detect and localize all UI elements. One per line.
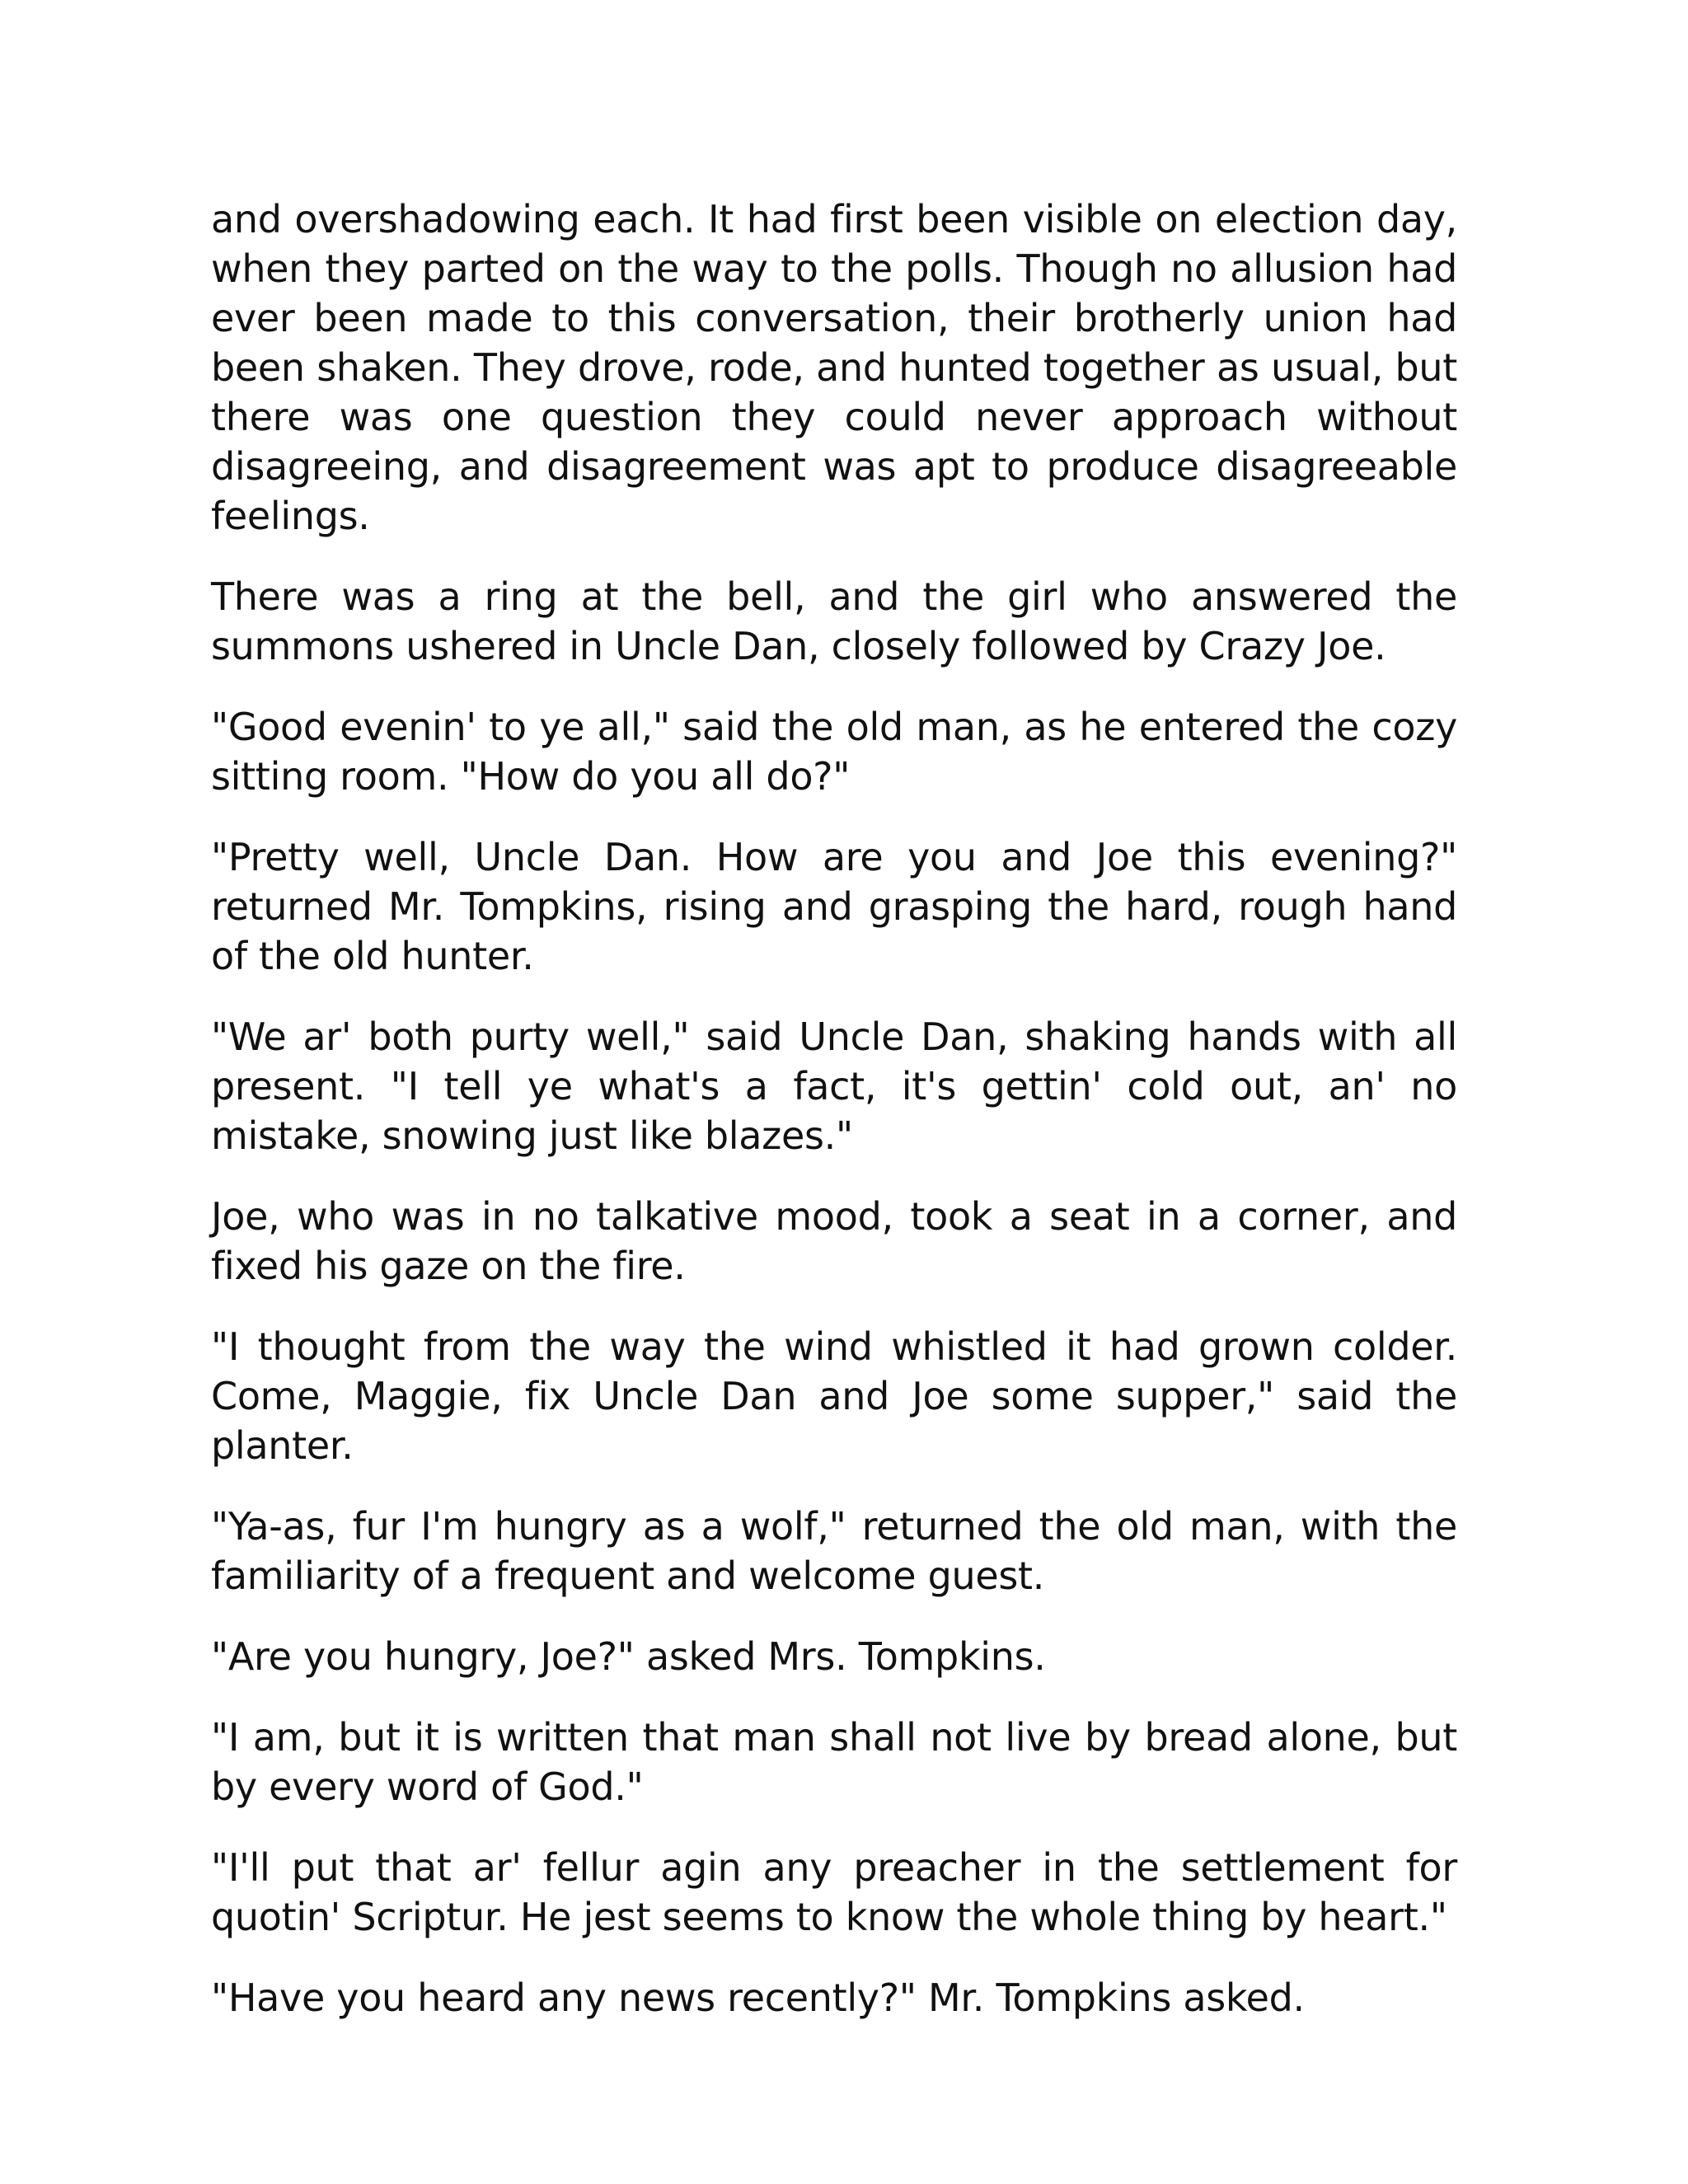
paragraph-12: "Have you heard any news recently?" Mr. Tompkins asked. <box>211 1975 1305 2020</box>
paragraph-4: "Pretty well, Uncle Dan. How are you and Joe this evening?" returned Mr. Tompkins, rising and grasping the hard, rough hand of the old hunter. <box>211 835 1457 978</box>
paragraph-7: "I thought from the way the wind whistled it had grown colder. Come, Maggie, fix Uncle Dan and Joe some supper," said the planter. <box>211 1324 1457 1468</box>
paragraph-9: "Are you hungry, Joe?" asked Mrs. Tompkins. <box>211 1634 1046 1679</box>
paragraph-10: "I am, but it is written that man shall not live by bread alone, but by every word of God." <box>211 1715 1457 1809</box>
document-page <box>211 194 1457 2022</box>
paragraph-5: "We ar' both purty well," said Uncle Dan, shaking hands with all present. "I tell ye what's a fact, it's gettin' cold out, an' no mistake, snowing just like blazes." <box>211 1015 1457 1158</box>
paragraph-1: and overshadowing each. It had first been visible on election day, when they parted on the way to the polls. Though no allusion had ever been made to this conversation, their brotherly union had been shaken. They drove, rode, and hunted together as usual, but there was one question they could never approach without disagreeing, and disagreement was apt to produce disagreeable feelings. <box>211 197 1457 538</box>
paragraph-8: "Ya-as, fur I'm hungry as a wolf," returned the old man, with the familiarity of a frequent and welcome guest. <box>211 1504 1457 1598</box>
paragraph-6: Joe, who was in no talkative mood, took a seat in a corner, and fixed his gaze on the fire. <box>211 1194 1457 1288</box>
paragraph-11: "I'll put that ar' fellur agin any preacher in the settlement for quotin' Scriptur. He jest seems to know the whole thing by heart." <box>211 1845 1457 1939</box>
paragraph-3: "Good evenin' to ye all," said the old man, as he entered the cozy sitting room. "How do you all do?" <box>211 705 1457 799</box>
paragraph-2: There was a ring at the bell, and the girl who answered the summons ushered in Uncle Dan, closely followed by Crazy Joe. <box>211 574 1457 668</box>
